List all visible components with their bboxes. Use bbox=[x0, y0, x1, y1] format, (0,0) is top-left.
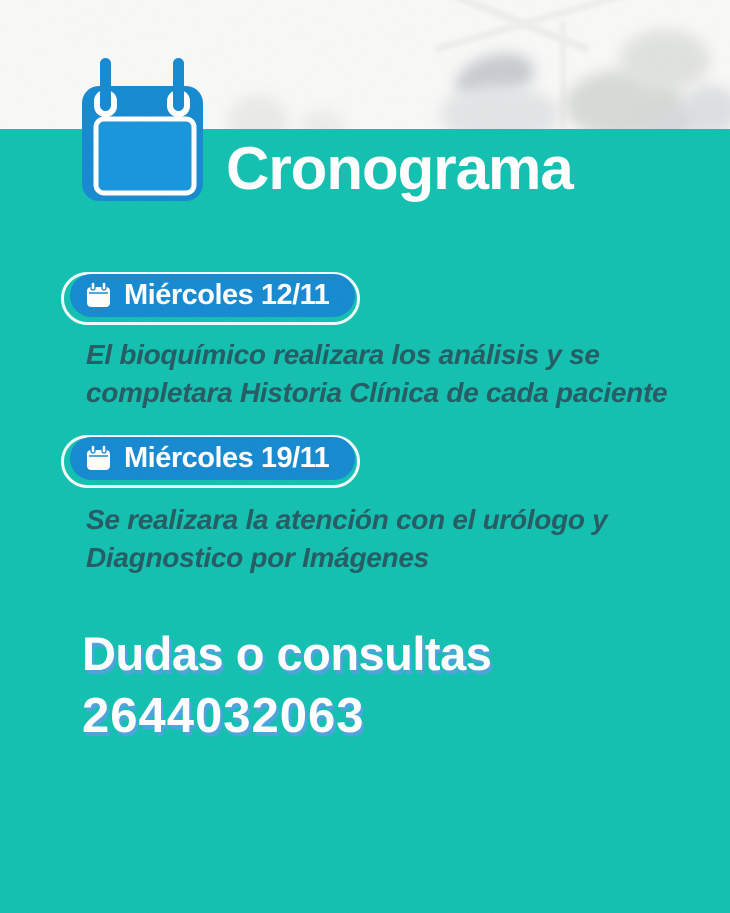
calendar-icon bbox=[76, 50, 212, 210]
date-label: Miércoles 19/11 bbox=[124, 442, 330, 474]
date-pill bbox=[70, 437, 355, 480]
date-pill bbox=[70, 274, 355, 317]
contact-heading: Dudas o consultas bbox=[82, 627, 492, 680]
calendar-icon bbox=[83, 280, 114, 311]
calendar-icon bbox=[83, 443, 114, 474]
schedule-description: Se realizara la atención con el urólogo y Diagnostico por Imágenes bbox=[86, 504, 608, 573]
contact-phone: 2644032063 bbox=[82, 689, 365, 743]
date-label: Miércoles 12/11 bbox=[124, 279, 330, 311]
page-title: Cronograma bbox=[226, 135, 573, 202]
schedule-description: El bioquímico realizara los análisis y se completara Historia Clínica de cada paciente bbox=[86, 339, 668, 408]
